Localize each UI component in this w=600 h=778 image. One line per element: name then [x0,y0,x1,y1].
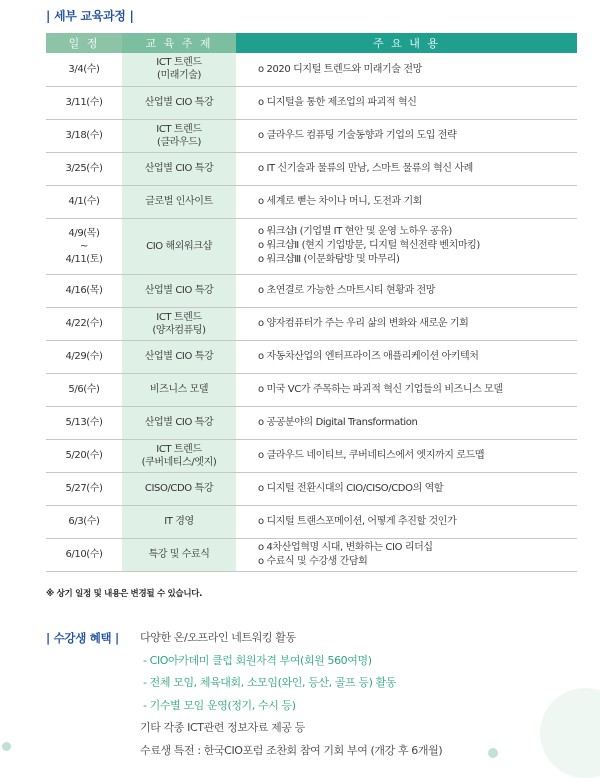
row-topic-line: (클라우드) [156,136,202,148]
row-date: 3/25(수) [46,152,122,185]
decorative-dot [488,748,498,758]
header-content: 주 요 내 용 [236,33,577,53]
table-row [46,218,577,274]
row-topic [122,472,236,505]
row-date: 4/9(목) ~ 4/11(토) [46,218,122,274]
row-content [236,119,577,152]
row-topic-line: IT 경영 [164,516,194,527]
table-row [46,119,577,152]
table-row [46,472,577,505]
benefit-item: - 기수별 모임 운영(정기, 수시 등) [143,698,296,712]
table-row [46,340,577,373]
benefit-item: 기타 각종 ICT관련 정보자료 제공 등 [140,721,305,734]
row-content [236,340,577,373]
row-topic-line: ICT 트렌드 [156,57,202,69]
row-content [236,373,577,406]
row-topic-line: (미래기술) [156,70,202,82]
row-topic [122,53,236,86]
row-date: 5/20(수) [46,439,122,472]
table-row [46,86,577,119]
row-topic-line: 산업별 CIO 특강 [144,417,214,428]
table-row [46,307,577,340]
row-topic-line: ICT 트렌드 [156,123,202,135]
table-row [46,406,577,439]
row-topic [122,307,236,340]
row-topic-line: 산업별 CIO 특강 [144,351,214,362]
row-topic-line: 글로벌 인사이트 [145,196,213,207]
table-row [46,439,577,472]
decorative-circle [540,688,600,778]
table-row [46,274,577,307]
table-header-row [46,33,577,53]
row-topic [122,439,236,472]
benefits-list [140,630,442,765]
row-topic [122,185,236,218]
row-topic [122,406,236,439]
row-date: 5/27(수) [46,472,122,505]
section-title: | 세부 교육과정 | [46,9,134,23]
header-date: 일 정 [46,33,122,53]
row-content [236,472,577,505]
row-content [236,86,577,119]
row-content-line: o 세계로 뻗는 차이나 머니, 도전과 기회 [258,196,423,207]
row-topic [122,340,236,373]
row-content-line: o 4차산업혁명 시대, 변화하는 CIO 리더십 [258,541,433,553]
row-content-line: o 초연결로 가능한 스마트시티 현황과 전망 [258,285,436,296]
row-date: 3/4(수) [46,53,122,86]
row-date: 4/22(수) [46,307,122,340]
row-content-line: o IT 신기술과 물류의 만남, 스마트 물류의 혁신 사례 [258,163,473,174]
row-content-line: o 2020 디지털 트렌드와 미래기술 전망 [258,63,422,75]
row-content [236,406,577,439]
row-content [236,152,577,185]
row-topic [122,218,236,274]
row-topic-line: 산업별 CIO 특강 [144,97,214,108]
row-content-line: o 미국 VC가 주목하는 파괴적 혁신 기업들의 비즈니스 모델 [258,384,503,395]
row-topic [122,274,236,307]
row-content-line: o 디지털 전환시대의 CIO/CISO/CDO의 역할 [258,483,444,494]
row-content [236,505,577,538]
row-content-line: o 클라우드 컴퓨팅 기술동향과 기업의 도입 전략 [258,130,457,141]
row-topic-line: (쿠버네티스/엣지) [141,456,217,468]
row-date: 4/16(목) [46,274,122,307]
row-content-line: o 클라우드 네이티브, 쿠버네티스에서 엣지까지 로드맵 [258,450,485,461]
benefit-item: - CIO아카데미 클럽 회원자격 부여(회원 560여명) [143,653,372,667]
row-date: 6/3(수) [46,505,122,538]
row-date: 4/29(수) [46,340,122,373]
row-date: 4/1(수) [46,185,122,218]
row-date: 6/10(수) [46,538,122,571]
row-topic-line: 특강 및 수료식 [148,549,210,560]
row-content-line: o 양자컴퓨터가 주는 우리 삶의 변화와 새로운 기회 [258,318,469,329]
benefit-item: 수료생 특전 : 한국CIO포럼 조찬회 참여 기회 부여 (개강 후 6개월) [140,743,443,757]
row-date: 5/13(수) [46,406,122,439]
decorative-dot [2,742,11,751]
row-topic [122,119,236,152]
header-topic: 교 육 주 제 [122,33,236,53]
row-content [236,538,577,571]
row-topic-line: CISO/CDO 특강 [144,483,214,494]
table-row [46,505,577,538]
table-row [46,538,577,571]
row-content-line: o 자동차산업의 엔터프라이즈 애플리케이션 아키텍처 [258,351,479,362]
row-topic [122,505,236,538]
row-content-line: o 워크샵Ⅰ (기업별 IT 현안 및 운영 노하우 공유) [258,226,452,237]
benefit-item: - 전체 모임, 체육대회, 소모임(와인, 등산, 골프 등) 활동 [143,676,397,689]
row-content [236,218,577,274]
row-content [236,307,577,340]
row-topic-line: 산업별 CIO 특강 [144,163,214,174]
row-topic-line: CIO 해외워크샵 [146,240,212,252]
table-row [46,53,577,86]
row-content [236,53,577,86]
row-topic [122,373,236,406]
row-topic-line: (양자컴퓨팅) [152,324,206,336]
row-topic [122,152,236,185]
benefits-label: | 수강생 혜택 | [46,631,119,645]
row-date: 5/6(수) [46,373,122,406]
row-date: 3/18(수) [46,119,122,152]
row-topic [122,86,236,119]
row-content-line: o 공공분야의 Digital Transformation [258,417,418,428]
row-topic-line: ICT 트렌드 [156,311,202,323]
row-content [236,274,577,307]
row-content-line: o 워크샵Ⅲ (이문화탐방 및 마무리) [258,254,400,265]
row-content [236,185,577,218]
row-topic-line: 산업별 CIO 특강 [144,285,214,296]
row-content-line: o 워크샵Ⅱ (현지 기업방문, 디지털 혁신전략 벤치마킹) [258,240,480,251]
row-content [236,439,577,472]
benefit-item: 다양한 온/오프라인 네트워킹 활동 [140,631,296,644]
table-row [46,152,577,185]
row-topic-line: ICT 트렌드 [156,443,202,455]
row-content-line: o 디지털 트랜스포메이션, 어떻게 추진할 것인가 [258,516,457,527]
table-row [46,373,577,406]
row-content-line: o 수료식 및 수강생 간담회 [258,555,368,567]
row-content-line: o 디지털을 통한 제조업의 파괴적 혁신 [258,97,417,108]
row-date: 3/11(수) [46,86,122,119]
schedule-note: ※ 상기 일정 및 내용은 변경될 수 있습니다. [46,589,203,599]
curriculum-table [46,33,577,572]
row-topic-line: 비즈니스 모델 [149,384,209,395]
row-topic [122,538,236,571]
table-row [46,185,577,218]
